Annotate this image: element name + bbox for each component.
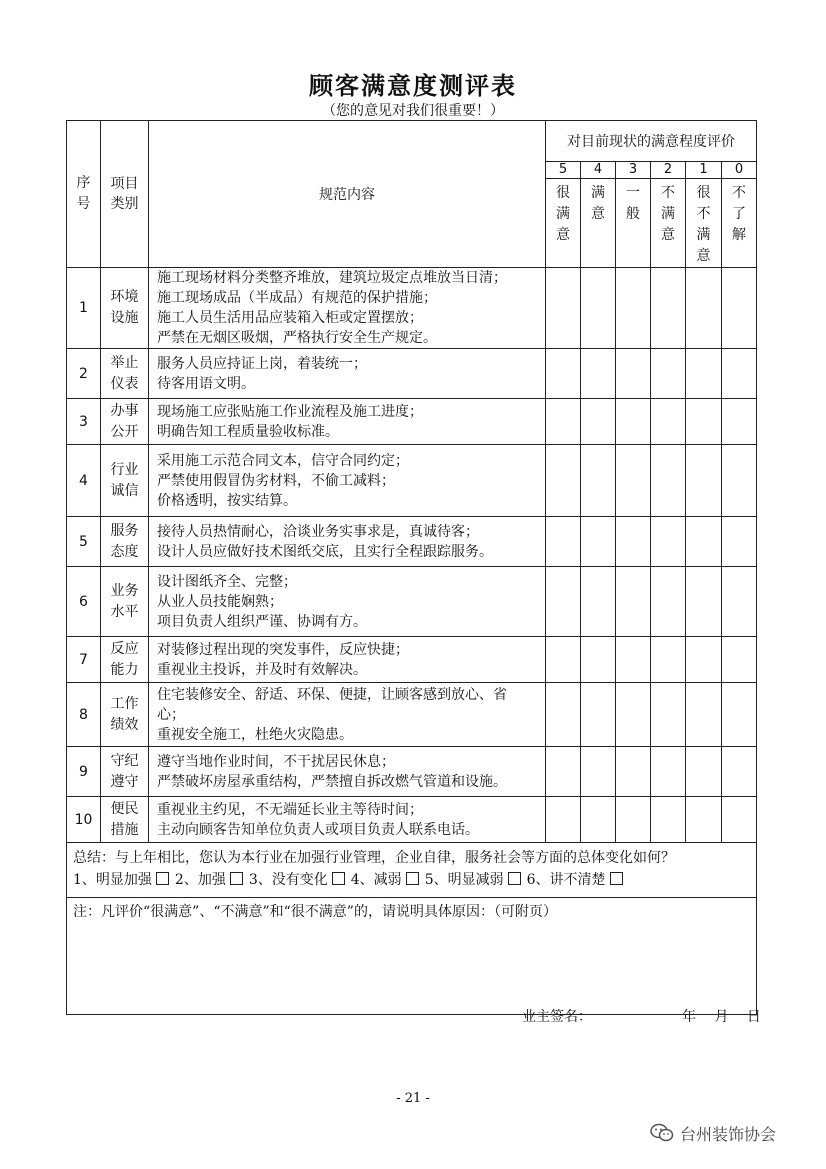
row-content-line: 设计图纸齐全、完整；	[157, 573, 297, 590]
row-seq: 3	[67, 399, 101, 445]
rating-cell[interactable]	[546, 747, 581, 797]
rating-cell[interactable]	[581, 349, 616, 399]
row-category	[101, 567, 149, 637]
summary-option-checkbox[interactable]	[406, 872, 419, 885]
score-number: 0	[722, 162, 757, 179]
score-label	[581, 179, 616, 268]
rating-cell[interactable]	[546, 268, 581, 349]
row-content-line: 施工现场材料分类整齐堆放，建筑垃圾定点堆放当日清；	[157, 270, 507, 286]
rating-cell[interactable]	[651, 797, 686, 843]
row-content	[149, 349, 546, 399]
score-label-char: 不	[732, 185, 747, 201]
rating-cell[interactable]	[546, 637, 581, 683]
table-row	[67, 567, 757, 637]
row-category-line: 办事	[110, 402, 139, 419]
rating-cell[interactable]	[616, 637, 651, 683]
row-content-line: 重视业主投诉，并及时有效解决。	[157, 661, 367, 678]
header-content: 规范内容	[149, 121, 546, 268]
summary-option-label: 4、减弱	[350, 872, 402, 888]
watermark	[650, 1122, 776, 1144]
score-label-char: 意	[696, 248, 711, 264]
rating-cell[interactable]	[616, 747, 651, 797]
row-content	[149, 747, 546, 797]
row-content-line: 严禁破坏房屋承重结构，严禁擅自拆改燃气管道和设施。	[157, 773, 507, 790]
row-category-line: 便民	[110, 800, 139, 817]
score-number: 3	[616, 162, 651, 179]
score-label-char: 很	[556, 185, 570, 201]
row-content-line: 严禁在无烟区吸烟，严格执行安全生产规定。	[157, 330, 437, 346]
row-content-line: 对装修过程出现的突发事件，反应快捷；	[157, 641, 409, 658]
row-content-line: 心；	[157, 706, 185, 723]
row-category	[101, 445, 149, 517]
score-number: 2	[651, 162, 686, 179]
rating-cell[interactable]	[722, 349, 757, 399]
row-content-line: 从业人员技能娴熟；	[157, 593, 283, 610]
header-seq	[67, 121, 101, 268]
score-label-char: 很	[696, 185, 711, 201]
score-label-char: 解	[732, 227, 747, 243]
rating-cell[interactable]	[581, 797, 616, 843]
summary-option-label: 3、没有变化	[248, 872, 328, 888]
row-category	[101, 517, 149, 567]
score-label-char: 了	[732, 206, 747, 222]
row-content	[149, 637, 546, 683]
row-seq: 8	[67, 683, 101, 747]
summary-option-label: 6、讲不清楚	[526, 872, 606, 888]
table-row	[67, 349, 757, 399]
score-number: 4	[581, 162, 616, 179]
rating-cell[interactable]	[616, 445, 651, 517]
owner-signature-label: 业主签名：	[522, 1009, 592, 1025]
rating-cell[interactable]	[651, 567, 686, 637]
rating-cell[interactable]	[581, 445, 616, 517]
summary-options	[73, 869, 750, 891]
row-seq: 9	[67, 747, 101, 797]
rating-cell[interactable]	[581, 683, 616, 747]
header-category-line: 项目	[110, 176, 139, 192]
row-seq: 1	[67, 268, 101, 349]
row-content-line: 遵守当地作业时间，不干扰居民休息；	[157, 753, 395, 770]
rating-cell[interactable]	[651, 747, 686, 797]
page-number: - 21 -	[396, 1091, 430, 1106]
rating-cell[interactable]	[686, 517, 722, 567]
row-content-line: 严禁使用假冒伪劣材料，不偷工减料；	[157, 472, 395, 489]
rating-cell[interactable]	[651, 637, 686, 683]
header-evaluation: 对目前现状的满意程度评价	[546, 121, 757, 162]
rating-cell[interactable]	[616, 517, 651, 567]
summary-row	[67, 843, 757, 898]
rating-cell[interactable]	[616, 567, 651, 637]
summary-option-checkbox[interactable]	[508, 872, 521, 885]
row-category-line: 环境	[110, 289, 139, 305]
rating-cell[interactable]	[686, 399, 722, 445]
score-label-char: 满	[556, 206, 570, 222]
row-category-line: 措施	[110, 821, 139, 838]
rating-cell[interactable]	[546, 445, 581, 517]
row-category-line: 绩效	[110, 716, 139, 733]
summary-question: 总结：与上年相比，您认为本行业在加强行业管理，企业自律，服务社会等方面的总体变化如何？	[73, 850, 675, 866]
note-cell[interactable]: 注：凡评价“很满意”、“不满意”和“很不满意”的，请说明具体原因：（可附页）	[67, 898, 757, 1015]
row-category-line: 遵守	[110, 773, 139, 790]
row-category-line: 反应	[110, 640, 139, 657]
rating-cell[interactable]	[722, 399, 757, 445]
score-label	[546, 179, 581, 268]
row-content-line: 重视安全施工，杜绝火灾隐患。	[157, 726, 353, 743]
row-content-line: 服务人员应持证上岗，着装统一；	[157, 355, 367, 372]
row-content	[149, 268, 546, 349]
row-category-line: 诚信	[110, 482, 139, 499]
score-label-char: 一	[626, 185, 640, 201]
table-row	[67, 399, 757, 445]
rating-cell[interactable]	[581, 268, 616, 349]
score-label	[651, 179, 686, 268]
summary-option-label: 5、明显减弱	[424, 872, 504, 888]
wechat-icon	[650, 1123, 674, 1143]
rating-cell[interactable]	[651, 399, 686, 445]
rating-cell[interactable]	[722, 567, 757, 637]
score-label	[722, 179, 757, 268]
row-category-line: 公开	[110, 423, 139, 440]
rating-cell[interactable]	[651, 683, 686, 747]
row-content	[149, 797, 546, 843]
row-content-line: 明确告知工程质量验收标准。	[157, 423, 339, 440]
score-label-char: 意	[591, 206, 605, 222]
table-row	[67, 683, 757, 747]
row-category-line: 能力	[110, 661, 139, 678]
row-content-line: 设计人员应做好技术图纸交底，且实行全程跟踪服务。	[157, 543, 493, 560]
table-row	[67, 637, 757, 683]
header-seq-line: 号	[76, 196, 91, 212]
row-category-line: 设施	[110, 310, 139, 326]
summary-option-checkbox[interactable]	[610, 872, 623, 885]
rating-cell[interactable]	[616, 683, 651, 747]
date-label: 年 月 日	[682, 1009, 761, 1025]
table-row	[67, 517, 757, 567]
row-content-line: 施工人员生活用品应装箱入柜或定置摆放；	[157, 310, 423, 326]
rating-cell[interactable]	[651, 268, 686, 349]
score-number: 1	[686, 162, 722, 179]
rating-cell[interactable]	[546, 399, 581, 445]
rating-cell[interactable]	[546, 567, 581, 637]
row-content-line: 项目负责人组织严谨、协调有方。	[157, 613, 367, 630]
rating-cell[interactable]	[686, 747, 722, 797]
summary-option-checkbox[interactable]	[332, 872, 345, 885]
row-content-line: 价格透明，按实结算。	[157, 492, 297, 509]
score-label-char: 满	[591, 185, 605, 201]
rating-cell[interactable]	[722, 517, 757, 567]
row-content-line: 重视业主约见，不无端延长业主等待时间；	[157, 801, 423, 818]
score-label-char: 不	[661, 185, 675, 201]
row-seq: 5	[67, 517, 101, 567]
row-category	[101, 683, 149, 747]
row-content	[149, 517, 546, 567]
rating-cell[interactable]	[686, 683, 722, 747]
table-row	[67, 268, 757, 349]
rating-cell[interactable]	[546, 517, 581, 567]
score-label-char: 般	[626, 206, 640, 222]
row-seq: 10	[67, 797, 101, 843]
summary-option-checkbox[interactable]	[230, 872, 243, 885]
score-number: 5	[546, 162, 581, 179]
rating-cell[interactable]	[686, 349, 722, 399]
rating-cell[interactable]	[616, 399, 651, 445]
row-category-line: 业务	[110, 582, 139, 599]
row-seq: 6	[67, 567, 101, 637]
rating-cell[interactable]	[722, 797, 757, 843]
score-label-char: 意	[661, 227, 675, 243]
rating-cell[interactable]	[581, 747, 616, 797]
page-title: 顾客满意度测评表	[309, 72, 517, 100]
row-category-line: 态度	[110, 543, 139, 560]
row-category	[101, 349, 149, 399]
rating-cell[interactable]	[722, 445, 757, 517]
rating-cell[interactable]	[581, 637, 616, 683]
score-label-char: 满	[696, 227, 711, 243]
row-category-line: 水平	[110, 603, 139, 620]
row-content-line: 现场施工应张贴施工作业流程及施工进度；	[157, 403, 423, 420]
row-content	[149, 683, 546, 747]
row-category	[101, 268, 149, 349]
score-label-char: 意	[556, 227, 570, 243]
rating-cell[interactable]	[722, 683, 757, 747]
row-category	[101, 399, 149, 445]
row-category-line: 工作	[110, 695, 139, 712]
rating-cell[interactable]	[651, 445, 686, 517]
score-label	[686, 179, 722, 268]
row-category-line: 服务	[110, 522, 139, 539]
rating-cell[interactable]	[546, 683, 581, 747]
row-seq: 4	[67, 445, 101, 517]
row-category-line: 举止	[110, 354, 139, 371]
table-row	[67, 797, 757, 843]
rating-cell[interactable]	[546, 349, 581, 399]
row-content	[149, 445, 546, 517]
row-category-line: 守纪	[110, 752, 139, 769]
score-label	[616, 179, 651, 268]
row-content-line: 接待人员热情耐心，洽谈业务实事求是，真诚待客；	[157, 523, 479, 540]
row-category-line: 行业	[110, 461, 139, 478]
rating-cell[interactable]	[686, 445, 722, 517]
row-seq: 7	[67, 637, 101, 683]
row-category	[101, 747, 149, 797]
header-seq-line: 序	[76, 175, 91, 191]
header-category-line: 类别	[110, 196, 139, 212]
rating-cell[interactable]	[722, 268, 757, 349]
row-content-line: 主动向顾客告知单位负责人或项目负责人联系电话。	[157, 821, 479, 838]
rating-cell[interactable]	[581, 399, 616, 445]
summary-option-label: 1、明显加强	[73, 872, 152, 888]
rating-cell[interactable]	[686, 567, 722, 637]
rating-cell[interactable]	[581, 517, 616, 567]
table-row	[67, 747, 757, 797]
row-content-line: 待客用语文明。	[157, 375, 255, 392]
rating-cell[interactable]	[581, 567, 616, 637]
row-seq: 2	[67, 349, 101, 399]
summary-option-label: 2、加强	[174, 872, 226, 888]
score-label-char: 满	[661, 206, 675, 222]
watermark-text: 台州装饰协会	[680, 1124, 777, 1144]
header-row	[67, 121, 757, 162]
note-row	[67, 898, 757, 1015]
rating-cell[interactable]	[686, 268, 722, 349]
row-content	[149, 567, 546, 637]
rating-cell[interactable]	[651, 517, 686, 567]
rating-cell[interactable]	[651, 349, 686, 399]
row-content-line: 采用施工示范合同文本，信守合同约定；	[157, 452, 409, 469]
rating-cell[interactable]	[686, 797, 722, 843]
summary-cell	[67, 843, 757, 898]
score-label-char: 不	[696, 206, 711, 222]
table-row	[67, 445, 757, 517]
row-content-line: 施工现场成品（半成品）有规范的保护措施；	[157, 290, 437, 306]
row-category-line: 仪表	[110, 375, 139, 392]
row-category	[101, 637, 149, 683]
survey-table	[66, 120, 757, 1015]
row-content	[149, 399, 546, 445]
page-subtitle: （您的意见对我们很重要！）	[322, 103, 504, 119]
rating-cell[interactable]	[616, 349, 651, 399]
row-content-line: 住宅装修安全、舒适、环保、便捷，让顾客感到放心、省	[157, 686, 507, 703]
row-category	[101, 797, 149, 843]
rating-cell[interactable]	[616, 268, 651, 349]
rating-cell[interactable]	[722, 637, 757, 683]
rating-cell[interactable]	[616, 797, 651, 843]
header-category	[101, 121, 149, 268]
rating-cell[interactable]	[686, 637, 722, 683]
rating-cell[interactable]	[722, 747, 757, 797]
rating-cell[interactable]	[546, 797, 581, 843]
summary-option-checkbox[interactable]	[156, 872, 169, 885]
